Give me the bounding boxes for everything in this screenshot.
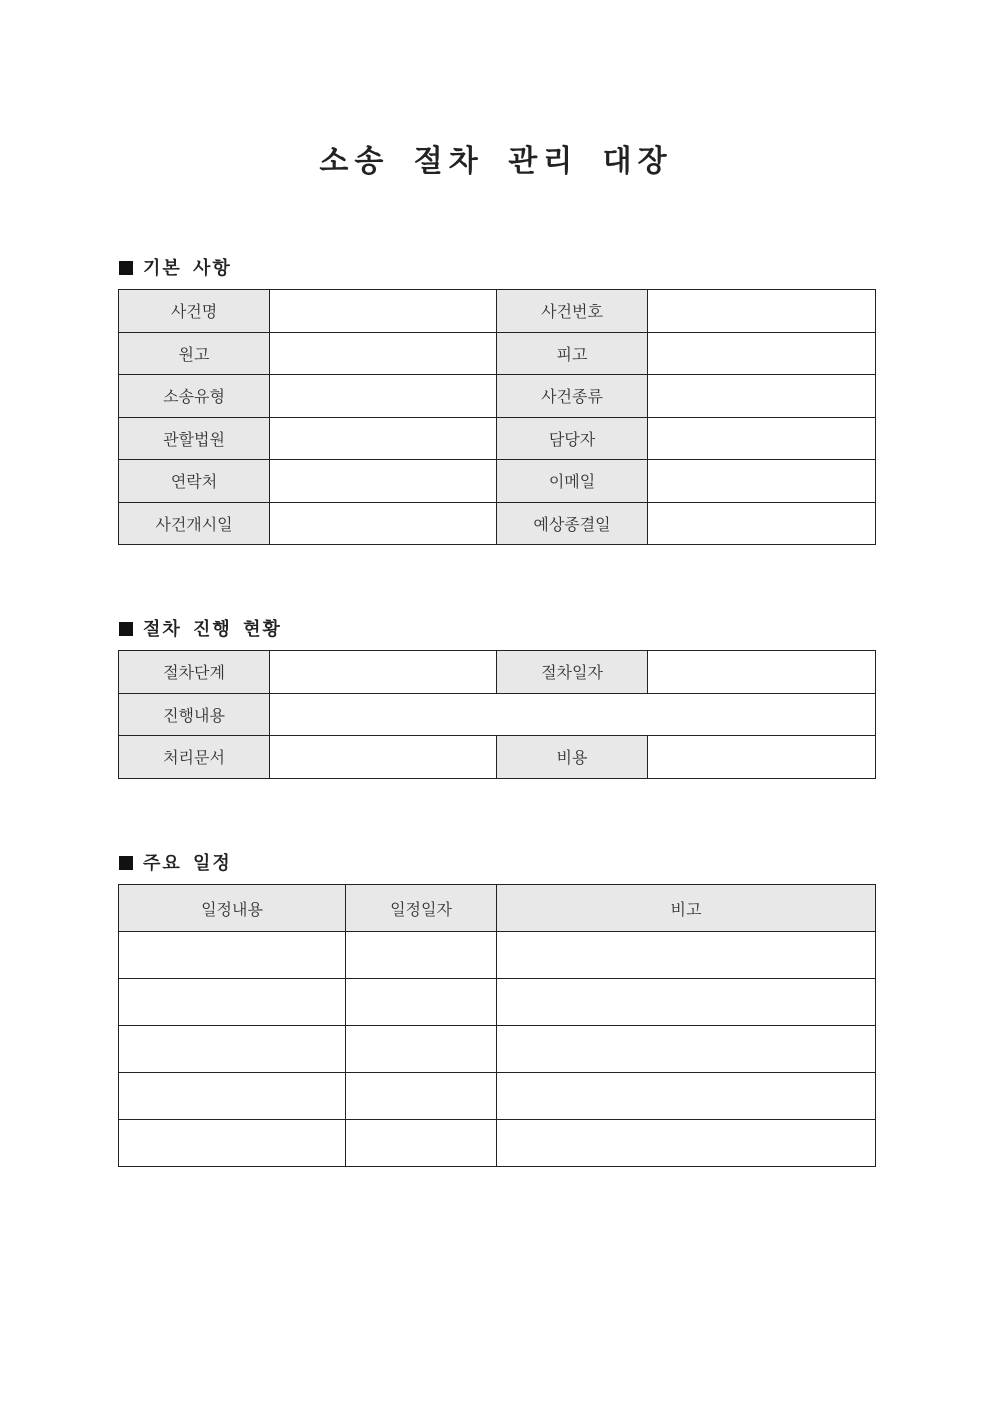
schedule-table (118, 884, 876, 1167)
page-title: 소송 절차 관리 대장 (319, 144, 673, 179)
section-heading-text: 주요 일정 (143, 853, 232, 874)
cell-remarks[interactable] (497, 1026, 876, 1073)
label-start-date: 사건개시일 (119, 502, 270, 545)
field-case-name[interactable] (270, 290, 497, 333)
field-start-date[interactable] (270, 502, 497, 545)
cell-remarks[interactable] (497, 979, 876, 1026)
cell-schedule-date[interactable] (346, 1120, 497, 1167)
table-row (119, 1073, 876, 1120)
label-documents: 처리문서 (119, 736, 270, 779)
table-row (119, 332, 876, 375)
label-contact: 연락처 (119, 460, 270, 503)
square-bullet-icon (119, 622, 133, 636)
basic-info-table (118, 289, 876, 545)
column-header-remarks: 비고 (497, 885, 876, 932)
field-documents[interactable] (270, 736, 497, 779)
label-progress-details: 진행내용 (119, 693, 270, 736)
section-heading-schedule (119, 849, 232, 875)
field-email[interactable] (648, 460, 876, 503)
field-progress-details[interactable] (270, 693, 876, 736)
label-procedure-date: 절차일자 (497, 651, 648, 694)
section-heading-text: 기본 사항 (143, 258, 232, 279)
label-case-name: 사건명 (119, 290, 270, 333)
label-case-kind: 사건종류 (497, 375, 648, 418)
cell-remarks[interactable] (497, 932, 876, 979)
field-manager[interactable] (648, 417, 876, 460)
field-defendant[interactable] (648, 332, 876, 375)
label-case-number: 사건번호 (497, 290, 648, 333)
cell-schedule-content[interactable] (119, 1073, 346, 1120)
label-defendant: 피고 (497, 332, 648, 375)
table-row (119, 460, 876, 503)
field-contact[interactable] (270, 460, 497, 503)
table-row (119, 502, 876, 545)
cell-schedule-date[interactable] (346, 932, 497, 979)
field-expected-end-date[interactable] (648, 502, 876, 545)
label-expected-end-date: 예상종결일 (497, 502, 648, 545)
column-header-schedule-date: 일정일자 (346, 885, 497, 932)
cell-schedule-date[interactable] (346, 979, 497, 1026)
section-heading-progress (119, 615, 282, 641)
label-email: 이메일 (497, 460, 648, 503)
field-procedure-stage[interactable] (270, 651, 497, 694)
label-lawsuit-type: 소송유형 (119, 375, 270, 418)
column-header-schedule-content: 일정내용 (119, 885, 346, 932)
table-row (119, 375, 876, 418)
table-header-row (119, 885, 876, 932)
square-bullet-icon (119, 856, 133, 870)
table-row (119, 1026, 876, 1073)
table-row (119, 417, 876, 460)
table-row (119, 736, 876, 779)
cell-schedule-date[interactable] (346, 1026, 497, 1073)
cell-schedule-content[interactable] (119, 1026, 346, 1073)
table-row (119, 932, 876, 979)
section-heading-text: 절차 진행 현황 (143, 619, 282, 640)
table-row (119, 693, 876, 736)
table-row (119, 290, 876, 333)
field-court[interactable] (270, 417, 497, 460)
cell-schedule-date[interactable] (346, 1073, 497, 1120)
label-court: 관할법원 (119, 417, 270, 460)
cell-remarks[interactable] (497, 1120, 876, 1167)
label-manager: 담당자 (497, 417, 648, 460)
label-procedure-stage: 절차단계 (119, 651, 270, 694)
field-case-kind[interactable] (648, 375, 876, 418)
square-bullet-icon (119, 261, 133, 275)
table-row (119, 651, 876, 694)
cell-schedule-content[interactable] (119, 1120, 346, 1167)
label-cost: 비용 (497, 736, 648, 779)
field-case-number[interactable] (648, 290, 876, 333)
field-procedure-date[interactable] (648, 651, 876, 694)
section-heading-basic (119, 254, 232, 280)
table-row (119, 1120, 876, 1167)
cell-remarks[interactable] (497, 1073, 876, 1120)
progress-table (118, 650, 876, 779)
field-plaintiff[interactable] (270, 332, 497, 375)
field-lawsuit-type[interactable] (270, 375, 497, 418)
field-cost[interactable] (648, 736, 876, 779)
label-plaintiff: 원고 (119, 332, 270, 375)
table-row (119, 979, 876, 1026)
cell-schedule-content[interactable] (119, 932, 346, 979)
cell-schedule-content[interactable] (119, 979, 346, 1026)
